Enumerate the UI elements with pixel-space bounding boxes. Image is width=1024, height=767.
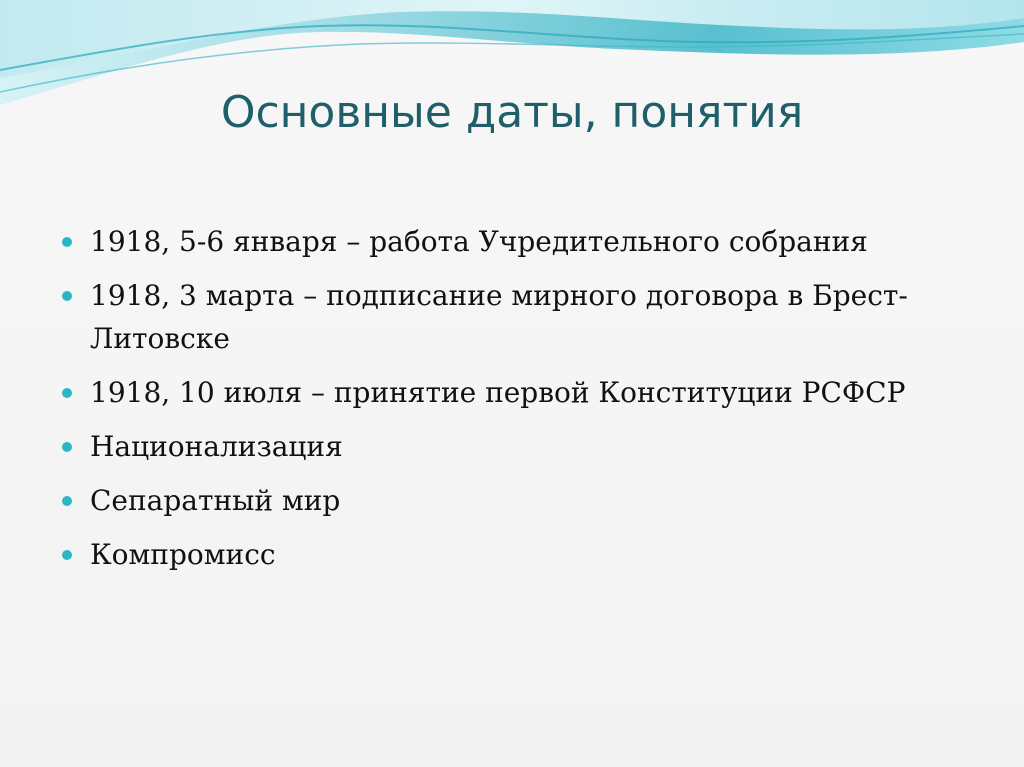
bullet-icon (62, 442, 72, 452)
list-item-text: 1918, 10 июля – принятие первой Конституции РСФСР (90, 376, 906, 409)
bullet-icon (62, 237, 72, 247)
list-item-text: Сепаратный мир (90, 484, 341, 517)
list-item (62, 274, 962, 360)
list-item-text: Национализация (90, 430, 343, 463)
list-item-text: 1918, 5-6 января – работа Учредительного собрания (90, 225, 868, 258)
list-item (62, 533, 962, 576)
bullet-icon (62, 496, 72, 506)
slide-title: Основные даты, понятия (220, 87, 804, 138)
bullet-icon (62, 550, 72, 560)
list-item-text: 1918, 3 марта – подписание мирного договора в Брест-Литовске (90, 279, 908, 355)
bullet-icon (62, 291, 72, 301)
list-item (62, 425, 962, 468)
bullet-list (62, 220, 962, 587)
list-item (62, 371, 962, 414)
list-item (62, 220, 962, 263)
list-item (62, 479, 962, 522)
bullet-icon (62, 388, 72, 398)
list-item-text: Компромисс (90, 538, 276, 571)
